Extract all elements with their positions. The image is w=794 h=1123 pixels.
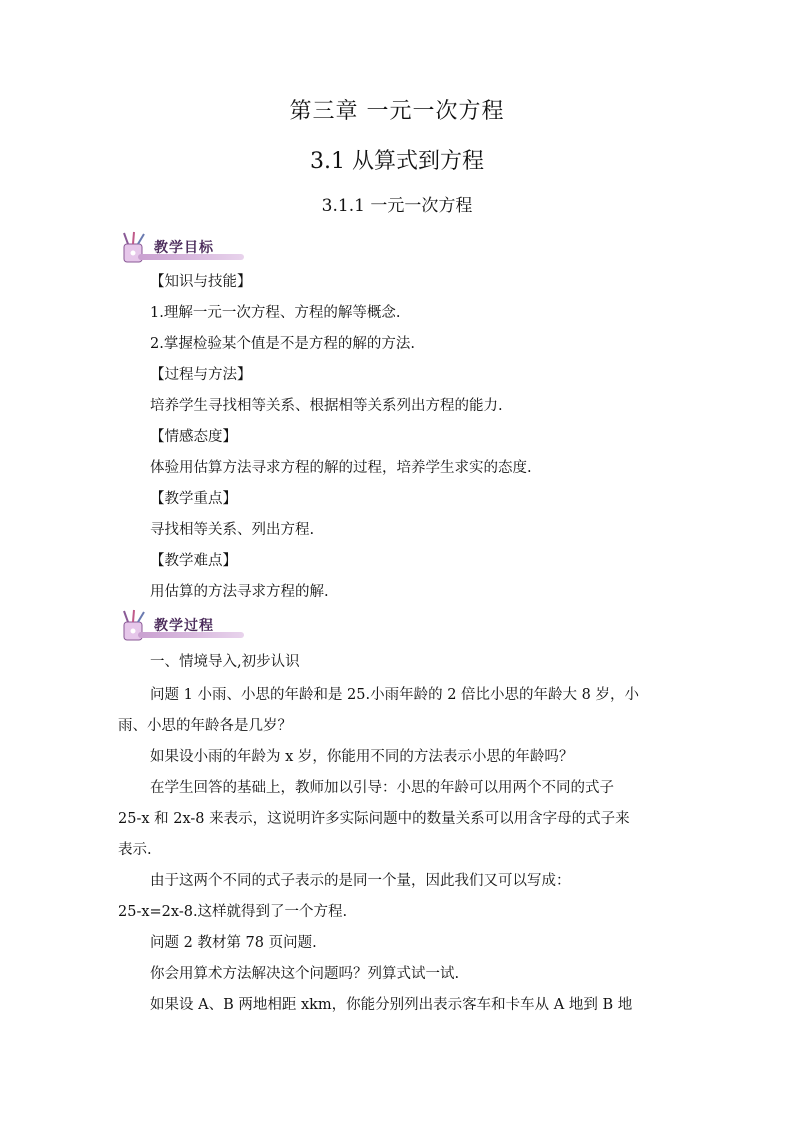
pencil-cup-icon	[118, 230, 158, 266]
attitude-heading: 【情感态度】	[150, 429, 237, 445]
key-point-text: 寻找相等关系、列出方程.	[150, 522, 315, 538]
subsection-title: 3.1.1 一元一次方程	[321, 196, 473, 216]
teaching-goals-badge	[118, 230, 248, 266]
chapter-title: 第三章 一元一次方程	[289, 99, 505, 124]
problem-1-line-2: 雨、小思的年龄各是几岁？	[118, 718, 292, 734]
method-text: 培养学生寻找相等关系、根据相等关系列出方程的能力.	[150, 398, 503, 414]
section-title: 3.1 从算式到方程	[310, 149, 484, 174]
process-intro: 一、情境导入,初步认识	[150, 654, 300, 670]
knowledge-heading: 【知识与技能】	[150, 274, 252, 290]
key-point-heading: 【教学重点】	[150, 491, 237, 507]
equation-line-2: 25-x=2x-8.这样就得到了一个方程.	[118, 904, 348, 920]
guidance-line-3: 表示.	[118, 842, 152, 858]
question-age: 如果设小雨的年龄为 x 岁，你能用不同的方法表示小思的年龄吗？	[150, 749, 574, 765]
problem-2: 问题 2 教材第 78 页问题.	[150, 935, 317, 951]
distance-question: 如果设 A、B 两地相距 xkm，你能分别列出表示客车和卡车从 A 地到 B 地	[150, 997, 633, 1013]
teaching-process-badge	[118, 608, 248, 644]
method-heading: 【过程与方法】	[150, 367, 252, 383]
equation-line-1: 由于这两个不同的式子表示的是同一个量，因此我们又可以写成：	[150, 873, 571, 889]
arithmetic-question: 你会用算术方法解决这个问题吗？列算式试一试.	[150, 966, 460, 982]
teaching-goals-label: 教学目标	[154, 240, 214, 256]
knowledge-item-1: 1.理解一元一次方程、方程的解等概念.	[150, 305, 401, 321]
guidance-line-2: 25-x 和 2x-8 来表示，这说明许多实际问题中的数量关系可以用含字母的式子来	[118, 811, 630, 827]
pencil-cup-icon	[118, 608, 158, 644]
problem-1-line-1: 问题 1 小雨、小思的年龄和是 25.小雨年龄的 2 倍比小思的年龄大 8 岁，小	[150, 687, 639, 703]
difficulty-heading: 【教学难点】	[150, 553, 237, 569]
teaching-process-label: 教学过程	[154, 618, 214, 634]
difficulty-text: 用估算的方法寻求方程的解.	[150, 584, 329, 600]
attitude-text: 体验用估算方法寻求方程的解的过程，培养学生求实的态度.	[150, 460, 532, 476]
guidance-line-1: 在学生回答的基础上，教师加以引导：小思的年龄可以用两个不同的式子	[150, 780, 614, 796]
knowledge-item-2: 2.掌握检验某个值是不是方程的解的方法.	[150, 336, 415, 352]
